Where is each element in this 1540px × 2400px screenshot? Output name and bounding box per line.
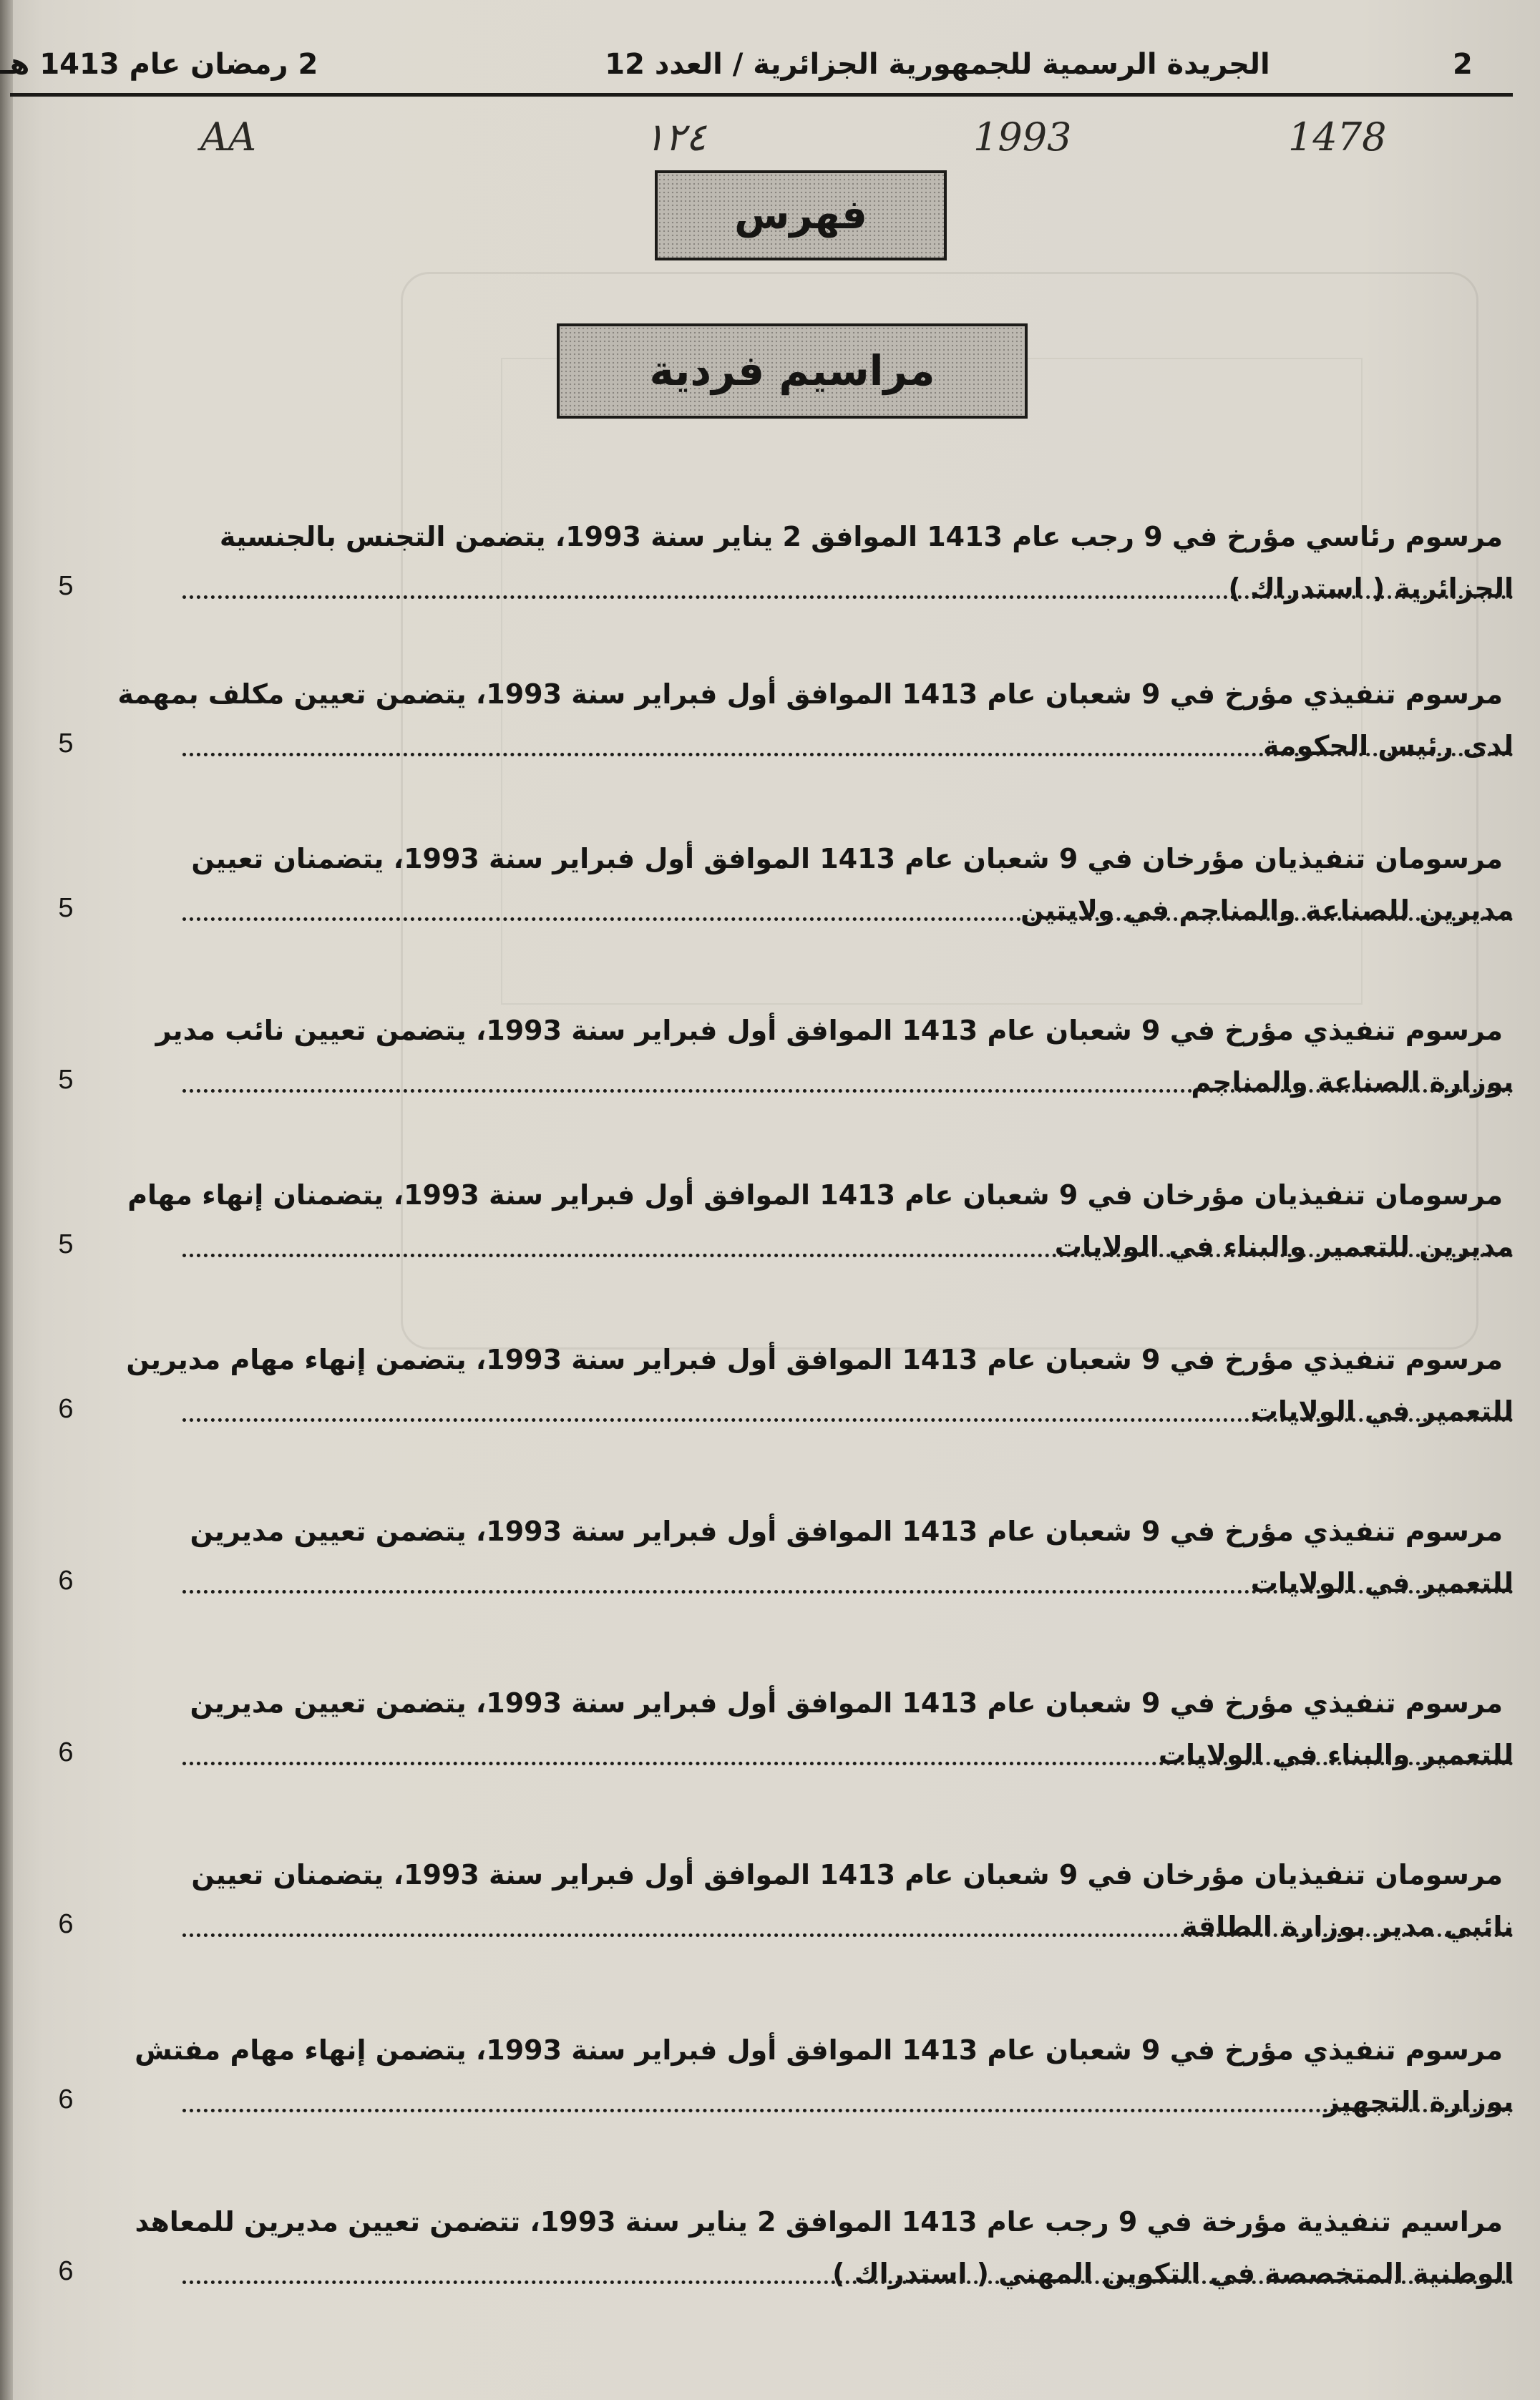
entry-page-number: 6 [58,1566,74,1596]
leader-dots [182,1933,1514,1937]
leader-dots [182,1089,1514,1093]
entry-continuation [182,2080,1514,2123]
section-title: مراسيم فردية [557,323,1028,419]
handwritten-note: 1478 [1288,114,1387,160]
leader-dots [182,1590,1514,1594]
entry-continuation [182,2252,1514,2295]
entry-continuation-text: بوزارة التجهيز [1324,2086,1514,2117]
entry-continuation [182,1225,1514,1268]
entry-continuation [182,1561,1514,1604]
entry-page-number: 5 [58,1065,74,1095]
leader-dots [182,2281,1514,2284]
entry-page-number: 6 [58,2256,74,2286]
entry-title-line: مرسوم تنفيذي مؤرخ في 9 شعبان عام 1413 الموافق أول فبراير سنة 1993، يتضمن إنهاء مهام مديرين [126,1344,1503,1375]
handwritten-note: 1993 [973,114,1072,160]
entry-title-line: مرسومان تنفيذيان مؤرخان في 9 شعبان عام 1413 الموافق أول فبراير سنة 1993، يتضمنان تعيين [191,843,1503,874]
leader-dots [182,595,1514,599]
entry-page-number: 5 [58,728,74,758]
entry-page-number: 6 [58,1909,74,1939]
leader-dots [182,753,1514,756]
entry-title-line: مرسوم تنفيذي مؤرخ في 9 شعبان عام 1413 الموافق أول فبراير سنة 1993، يتضمن تعيين نائب مدير [155,1015,1503,1046]
entry-continuation-text: للتعمير في الولايات [1250,1395,1514,1427]
leader-dots [182,1418,1514,1422]
entry-continuation [182,567,1514,610]
entry-continuation [182,1905,1514,1948]
entry-page-number: 6 [58,1394,74,1424]
entry-continuation-text: الجزائرية ( استدراك ) [1228,572,1514,604]
entry-title-line: مرسومان تنفيذيان مؤرخان في 9 شعبان عام 1413 الموافق أول فبراير سنة 1993، يتضمنان تعيين [191,1859,1503,1891]
leader-dots [182,917,1514,921]
entry-continuation-text: نائبي مدير بوزارة الطاقة [1181,1911,1514,1942]
entry-continuation-text: الوطنية المتخصصة في التكوين المهني ( استدراك ) [832,2258,1514,2289]
entry-continuation-text: مديرين للتعمير والبناء في الولايات [1054,1231,1514,1262]
handwritten-note: ١٢٤ [644,114,707,160]
entry-title-line: مرسومان تنفيذيان مؤرخان في 9 شعبان عام 1413 الموافق أول فبراير سنة 1993، يتضمنان إنهاء مهام [127,1179,1503,1211]
leader-dots [182,2109,1514,2112]
binding-edge [0,0,13,2400]
entry-page-number: 6 [58,2084,74,2114]
entry-title-line: مرسوم تنفيذي مؤرخ في 9 شعبان عام 1413 الموافق أول فبراير سنة 1993، يتضمن تعيين مديرين [190,1516,1503,1547]
entry-title-line: مرسوم رئاسي مؤرخ في 9 رجب عام 1413 الموافق 2 يناير سنة 1993، يتضمن التجنس بالجنسية [219,521,1503,552]
entry-title-line: مرسوم تنفيذي مؤرخ في 9 شعبان عام 1413 الموافق أول فبراير سنة 1993، يتضمن إنهاء مهام مفتش [135,2034,1503,2066]
page-number: 2 [1453,48,1473,81]
entry-continuation-text: للتعمير والبناء في الولايات [1158,1739,1514,1770]
entry-continuation [182,1733,1514,1776]
entry-continuation-text: لدى رئيس الحكومة [1262,730,1514,761]
entry-continuation [182,1060,1514,1103]
entry-continuation-text: بوزارة الصناعة والمناجم [1191,1066,1514,1098]
entry-title-line: مراسيم تنفيذية مؤرخة في 9 رجب عام 1413 الموافق 2 يناير سنة 1993، تتضمن تعيين مديرين للمعاهد [135,2206,1503,2238]
entry-page-number: 5 [58,1229,74,1259]
index-title: فهرس [655,170,947,260]
entry-title-line: مرسوم تنفيذي مؤرخ في 9 شعبان عام 1413 الموافق أول فبراير سنة 1993، يتضمن تعيين مكلف بمهمة [117,678,1503,710]
entry-continuation-text: مديرين للصناعة والمناجم في ولايتين [1020,894,1514,926]
entry-continuation [182,1390,1514,1433]
entry-continuation [182,724,1514,767]
entry-page-number: 6 [58,1737,74,1767]
entry-title-line: مرسوم تنفيذي مؤرخ في 9 شعبان عام 1413 الموافق أول فبراير سنة 1993، يتضمن تعيين مديرين [190,1687,1503,1719]
header-rule [10,93,1513,97]
leader-dots [182,1762,1514,1765]
entry-page-number: 5 [58,571,74,601]
leader-dots [182,1254,1514,1257]
entry-continuation [182,889,1514,932]
paper-title: الجريدة الرسمية للجمهورية الجزائرية / العدد 12 [605,48,1270,81]
entry-page-number: 5 [58,893,74,923]
hijri-date: 2 رمضان عام 1413 هـ [0,48,318,81]
handwritten-note: AA [200,114,256,160]
entry-continuation-text: للتعمير في الولايات [1250,1567,1514,1599]
